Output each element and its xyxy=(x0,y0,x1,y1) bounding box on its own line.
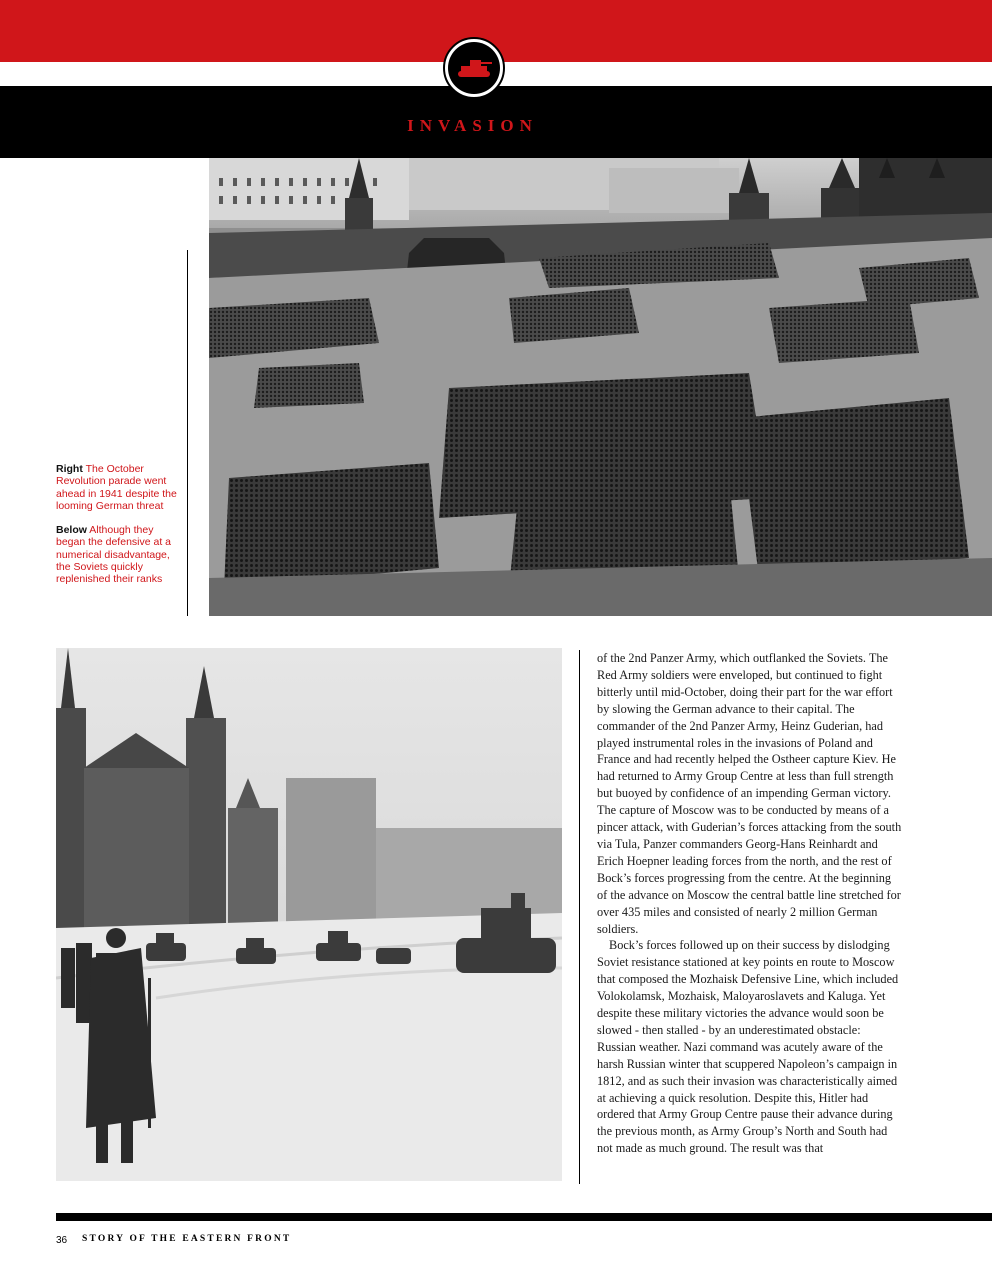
photo-captions xyxy=(56,463,178,598)
caption-below xyxy=(56,524,178,585)
article-paragraph: of the 2nd Panzer Army, which outflanked the Soviets. The Red Army soldiers were enveloped, but continued to fight bitterly until mid-October, doing their part for the war effort by slowing the German advance to their capital. The commander of the 2nd Panzer Army, Heinz Guderian, had played instrumental roles in the invasions of Poland and France and had recently helped the Ostheer capture Kiev. He had returned to Army Group Centre at less than full strength but buoyed by confidence of an impending German victory. The capture of Moscow was to be conducted by means of a pincer attack, with Guderian’s forces attacking from the south via Tula, Panzer commanders Georg-Hans Reinhardt and Erich Hoepner leading forces from the north, and the rest of Bock’s forces progressing from the centre. At the beginning of the advance on Moscow the central battle line stretched for over 435 miles and consisted of nearly 2 million German soldiers. xyxy=(597,651,902,936)
caption-below-label: Below xyxy=(56,524,87,537)
column-divider xyxy=(579,650,580,1184)
section-emblem xyxy=(443,37,505,99)
caption-below-text: Although they began the defensive at a numerical disadvantage, the Soviets quickly replenished their ranks xyxy=(56,524,172,586)
caption-right xyxy=(56,463,178,512)
footer-rule xyxy=(56,1213,992,1221)
photo-tanks-in-snow xyxy=(56,648,562,1181)
tank-icon xyxy=(455,56,493,80)
caption-right-label: Right xyxy=(56,463,83,475)
photo-red-square-parade xyxy=(209,158,992,616)
section-title: INVASION xyxy=(407,116,538,135)
caption-right-text: The October Revolution parade went ahead in 1941 despite the looming German threat xyxy=(56,463,177,512)
article-paragraph: Bock’s forces followed up on their success by dislodging Soviet resistance stationed at key points en route to Moscow that composed the Mozhaisk Defensive Line, which included Volokolamsk, Mozhaisk, Maloyaroslavets and Kaluga. Yet despite these military victories the advance would soon be slowed - then stalled - by an underestimated obstacle: Russian weather. Nazi command was acutely aware of the harsh Russian winter that scuppered Napoleon’s campaign in 1812, and as such their invasion was characteristically aimed at achieving a quick resolution. Despite this, Hitler had ordered that Army Group Centre pause their advance during the previous month, as Army Group’s North and South had not made as much ground. The result was that xyxy=(597,938,899,1156)
caption-divider xyxy=(187,250,188,616)
footer-title: STORY OF THE EASTERN FRONT xyxy=(82,1234,292,1244)
page-number: 36 xyxy=(56,1235,68,1246)
article-body xyxy=(597,650,902,1157)
